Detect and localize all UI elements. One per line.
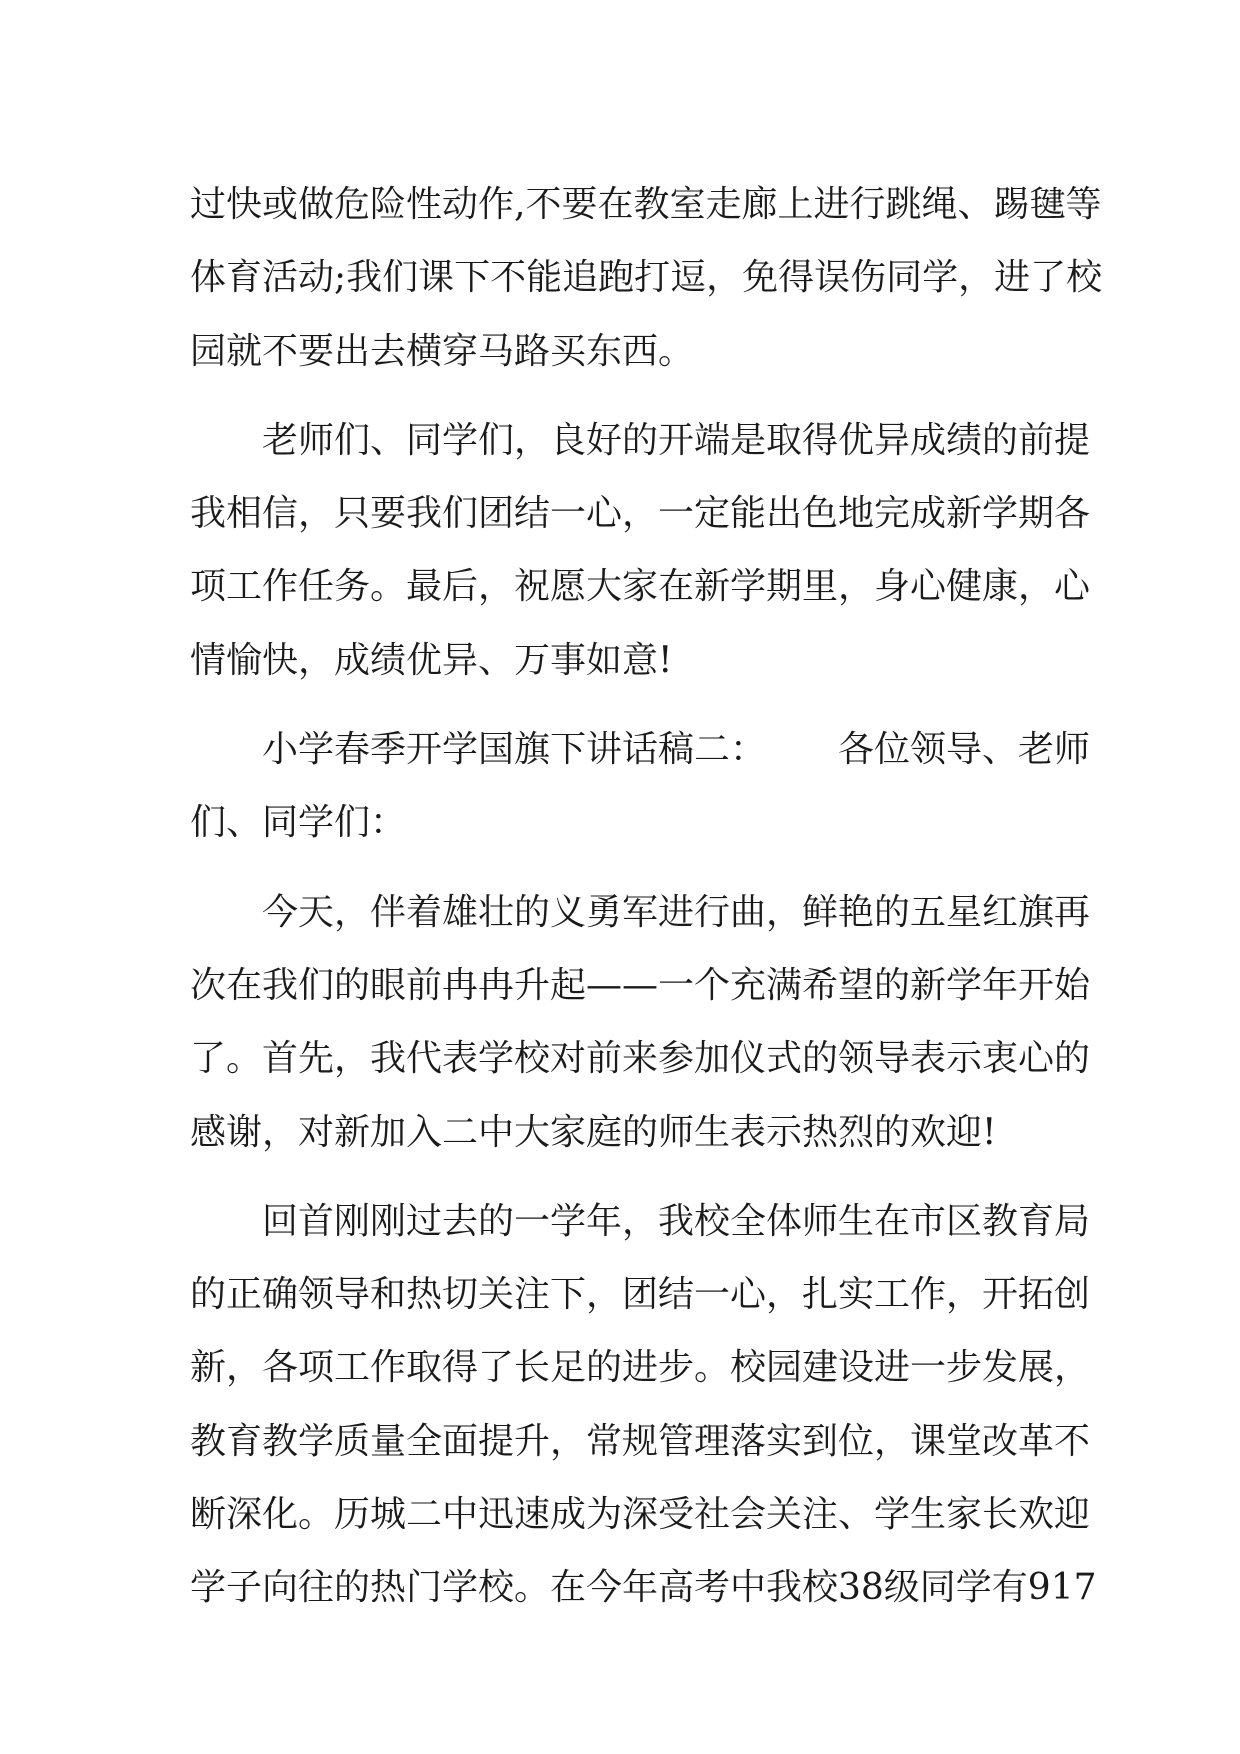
heading-title: 小学春季开学国旗下讲话稿二： [262,729,767,771]
text-line: 项工作任务。最后，祝愿大家在新学期里，身心健康，心 [190,566,1091,608]
paragraph-first-line: 回首刚刚过去的一学年，我校全体师生在市区教育局 [262,1200,1091,1242]
text-line: 新，各项工作取得了长足的进步。校园建设进一步发展， [190,1347,1091,1389]
text-line: 感谢，对新加入二中大家庭的师生表示热烈的欢迎! [190,1111,997,1153]
salutation: 各位领导、老师 [838,729,1091,771]
text-line: 们、同学们： [190,802,407,844]
text-line: 园就不要出去横穿马路买东西。 [190,330,695,372]
text-line: 过快或做危险性动作,不要在教室走廊上进行跳绳、踢毽等 [190,184,1102,225]
text-line: 学子向往的热门学校。在今年高考中我校38级同学有917 [190,1567,1097,1609]
body-text [190,168,1103,1625]
section-heading [190,713,1091,786]
paragraph-first-line: 今天，伴着雄壮的义勇军进行曲，鲜艳的五星红旗再 [262,891,1091,933]
text-line: 的正确领导和热切关注下，团结一心，扎实工作，开拓创 [190,1274,1091,1316]
text-line: 体育活动;我们课下不能追跑打逗，免得误伤同学，进了校 [190,257,1103,299]
paragraph-first-line: 老师们、同学们，良好的开端是取得优异成绩的前提 [262,419,1091,461]
text-line: 我相信，只要我们团结一心，一定能出色地完成新学期各 [190,493,1091,535]
text-line: 了。首先，我代表学校对前来参加仪式的领导表示衷心的 [190,1038,1091,1080]
text-line: 断深化。历城二中迅速成为深受社会关注、学生家长欢迎 [190,1494,1091,1536]
text-line: 教育教学质量全面提升，常规管理落实到位，课堂改革不 [190,1420,1091,1462]
text-line: 情愉快，成绩优异、万事如意! [190,639,673,681]
text-line: 次在我们的眼前冉冉升起——一个充满希望的新学年开始 [190,964,1091,1006]
